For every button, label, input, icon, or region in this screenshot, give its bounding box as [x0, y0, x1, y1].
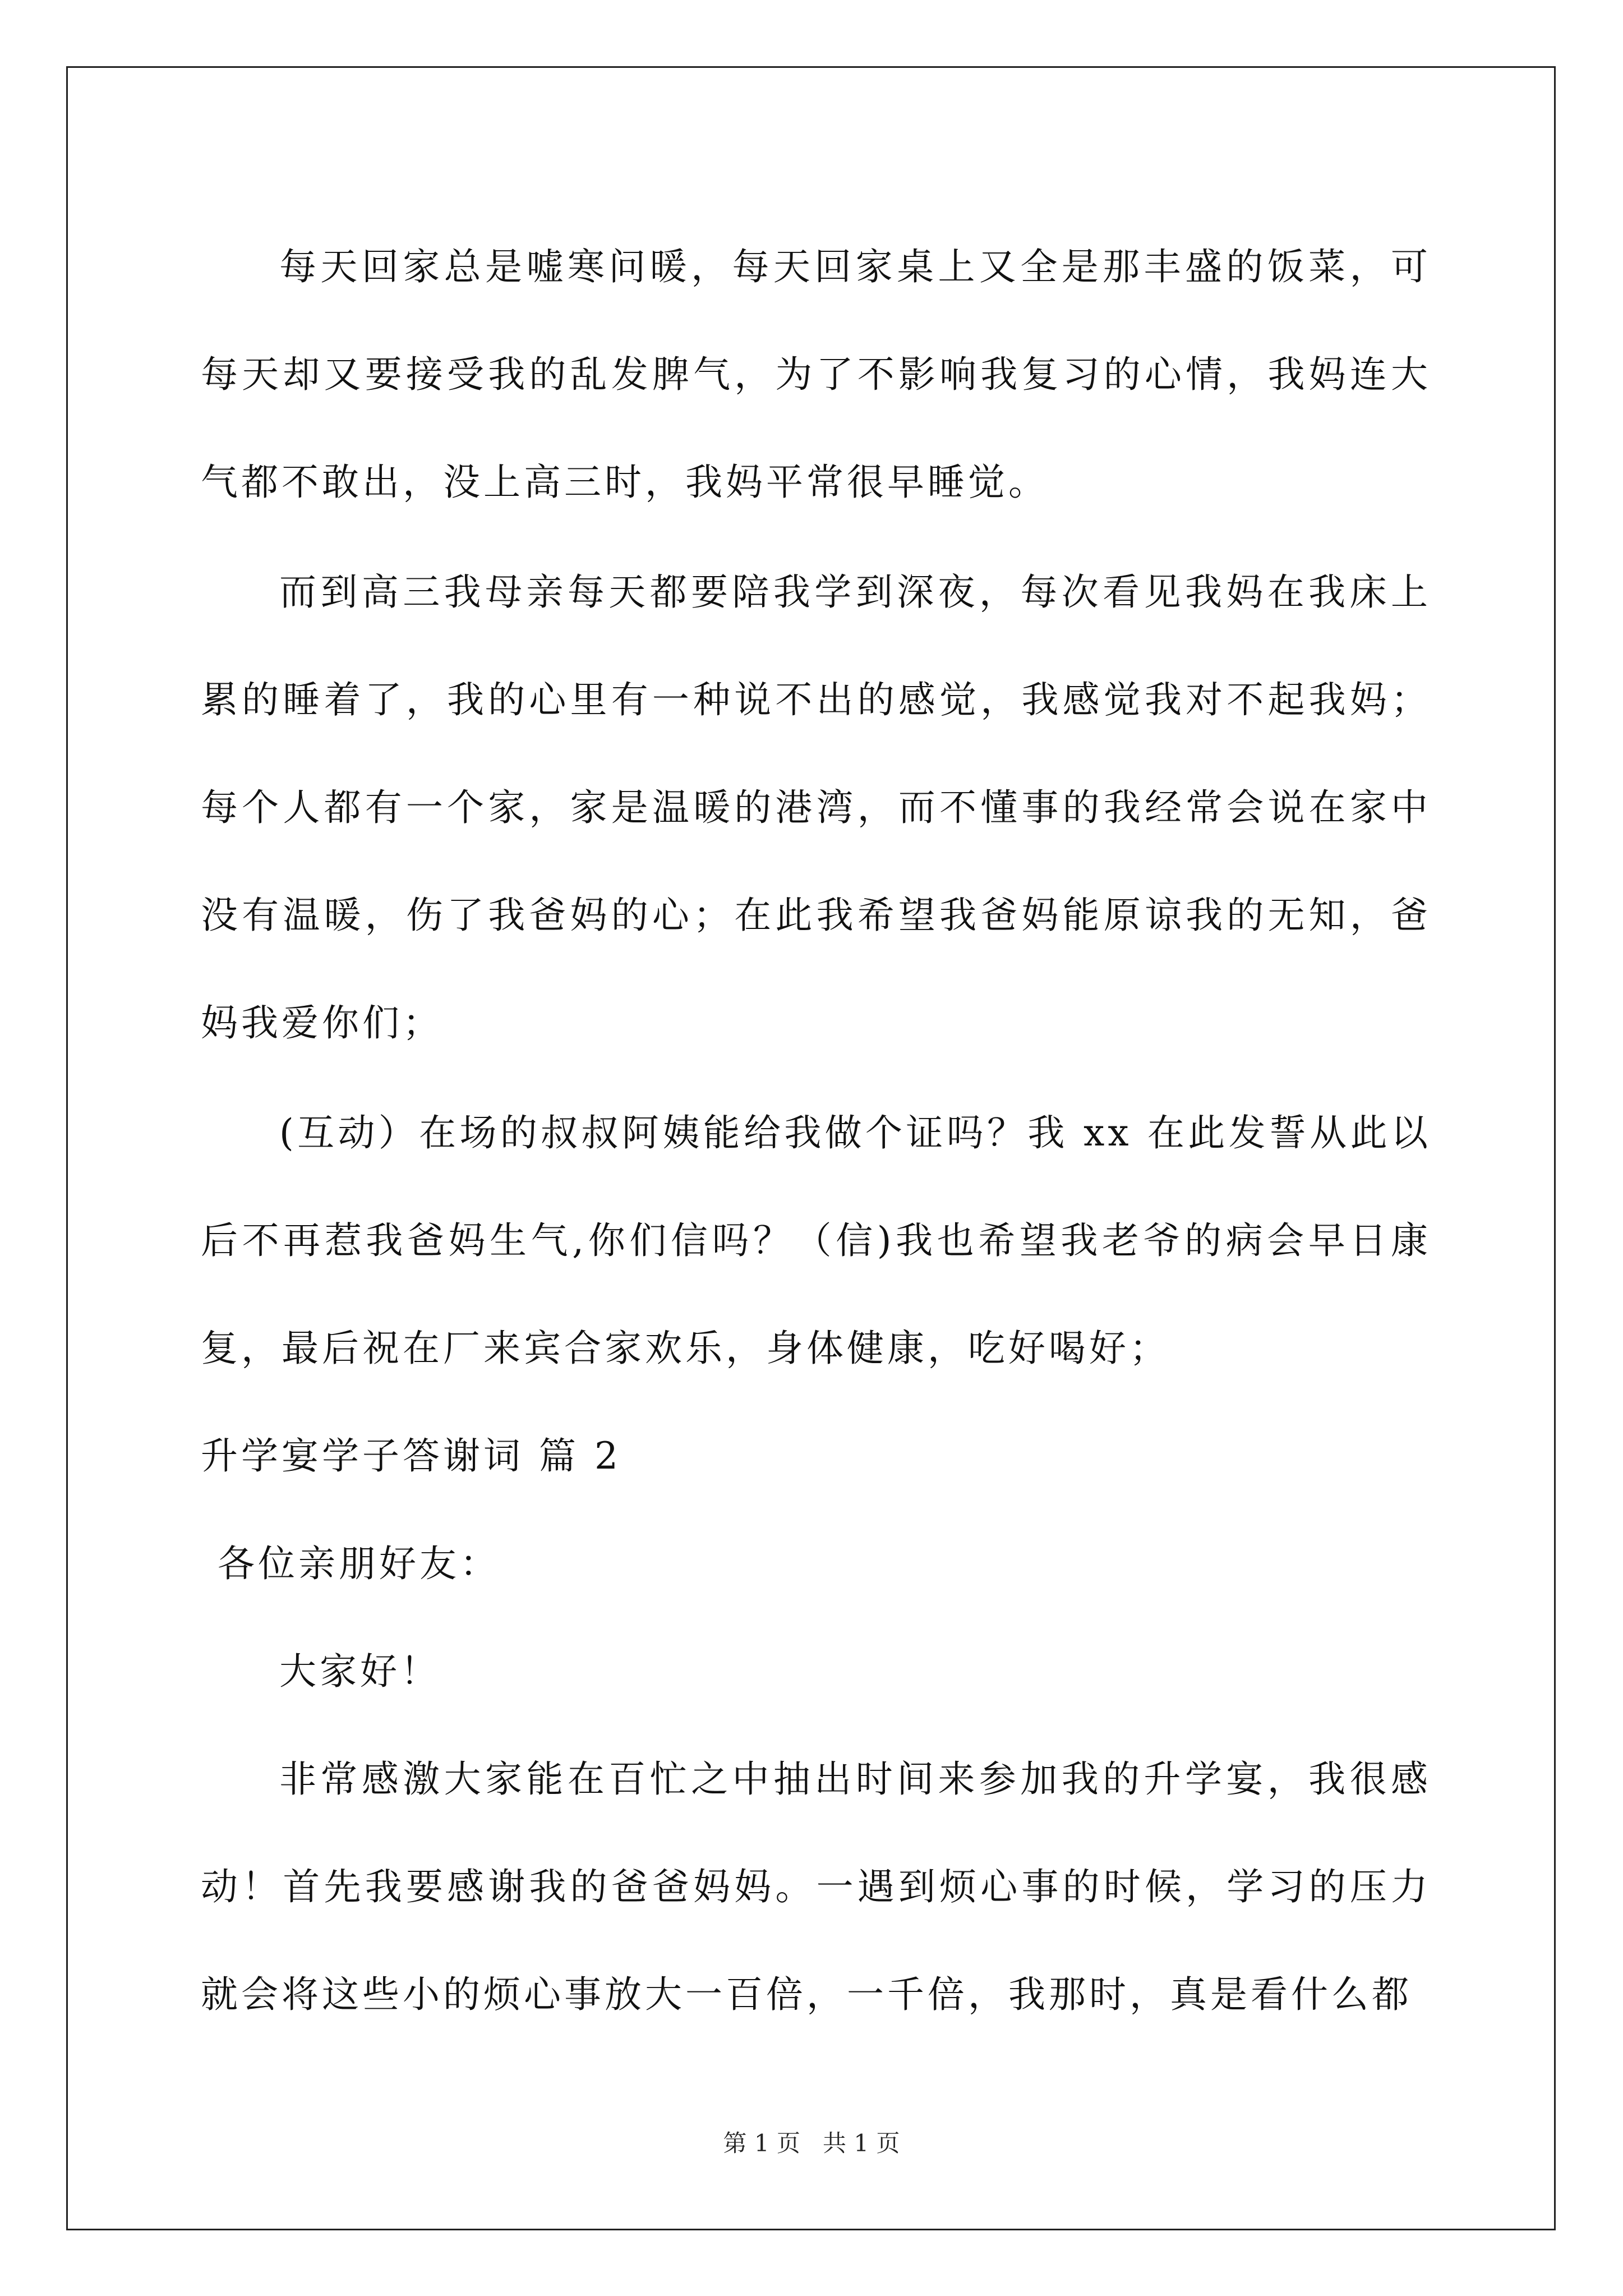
- section-heading: 升学宴学子答谢词 篇 2: [201, 1434, 621, 1478]
- document-body: [201, 213, 1431, 2049]
- salutation: 各位亲朋好友：: [218, 1542, 500, 1585]
- greeting: 大家好！: [279, 1650, 441, 1693]
- paragraph-1: 每天回家总是嘘寒问暖，每天回家桌上又全是那丰盛的饭菜，可每天却又要接受我的乱发脾气，为了不影响我复习的心情，我妈连大气都不敢出，没上高三时，我妈平常很早睡觉。: [201, 245, 1431, 504]
- paragraph-2: 而到高三我母亲每天都要陪我学到深夜，每次看见我妈在我床上累的睡着了，我的心里有一种说不出的感觉，我感觉我对不起我妈；每个人都有一个家，家是温暖的港湾，而不懂事的我经常会说在家中没有温暖，伤了我爸妈的心；在此我希望我爸妈能原谅我的无知，爸妈我爱你们；: [201, 570, 1431, 1045]
- page-footer: 第 1 页 共 1 页: [723, 2129, 900, 2157]
- paragraph-4: 非常感激大家能在百忙之中抽出时间来参加我的升学宴，我很感动！首先我要感谢我的爸爸妈妈。一遇到烦心事的时候，学习的压力就会将这些小的烦心事放大一百倍，一千倍，我那时，真是看什么都: [201, 1757, 1431, 2016]
- paragraph-3: (互动）在场的叔叔阿姨能给我做个证吗？我 xx 在此发誓从此以后不再惹我爸妈生气,你们信吗？（信)我也希望我老爷的病会早日康复，最后祝在厂来宾合家欢乐，身体健康，吃好喝好；: [201, 1111, 1431, 1370]
